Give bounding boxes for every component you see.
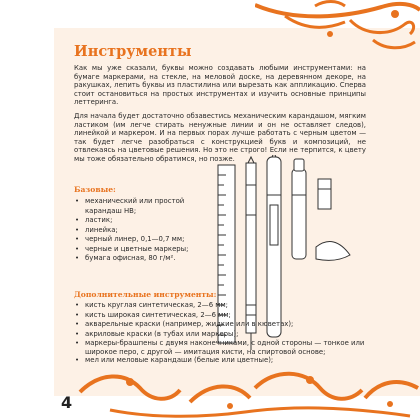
list-item: • кисть круглая синтетическая, 2—6 мм; (74, 301, 366, 311)
list-item: • бумага офисная, 80 г/м². (74, 254, 202, 264)
page-title: Инструменты (74, 43, 192, 60)
basic-tools-heading: Базовые: (74, 185, 116, 194)
list-item: • черные и цветные маркеры; (74, 245, 202, 255)
second-paragraph: Для начала будет достаточно обзавестись механическим карандашом, мягким ластиком (им легче стирать ненужные линии и он не оставляет следов), линейкой и маркером. И на первых порах лучше работать с черным цветом — так будет легче разобраться с конструкцией букв и композиций, не отвлекаясь на цветовые решения. Но это не строго! Если не терпится, к цвету мы тоже обязательно обратимся, но позже. (74, 112, 366, 163)
list-item: • акриловые краски (в тубах или маркеры); (74, 330, 366, 340)
page-number: 4 (61, 393, 73, 412)
extra-tools-heading: Дополнительные инструменты: (74, 290, 217, 299)
list-item: • маркеры-брашпены с двумя наконечниками, с одной стороны — тонкое или широкое перо, с другой — имитация кисти, на спиртовой основе; (74, 339, 366, 356)
basic-tools-list (74, 197, 202, 264)
list-item: • кисть широкая синтетическая, 2—6 мм; (74, 311, 366, 321)
list-item: • акварельные краски (например, жидкие или в кюветах); (74, 320, 366, 330)
list-item: • мел или меловые карандаши (белые или цветные); (74, 356, 366, 366)
list-item: • линейка; (74, 226, 202, 236)
list-item: • черный линер, 0,1—0,7 мм; (74, 235, 202, 245)
list-item: • механический или простой карандаш HB; (74, 197, 202, 216)
list-item: • ластик; (74, 216, 202, 226)
extra-tools-list (74, 301, 366, 366)
bottom-swirl-ornament (70, 362, 420, 420)
intro-paragraph: Как мы уже сказали, буквы можно создавать любыми инструментами: на бумаге маркерами, на стекле, на меловой доске, на деревянном декоре, на ракушках, лепить буквы из пластилина или вырезать как аппликацию. Сперва стоит остановиться на простых инструментах и изучить основные принципы леттеринга. (74, 64, 366, 107)
